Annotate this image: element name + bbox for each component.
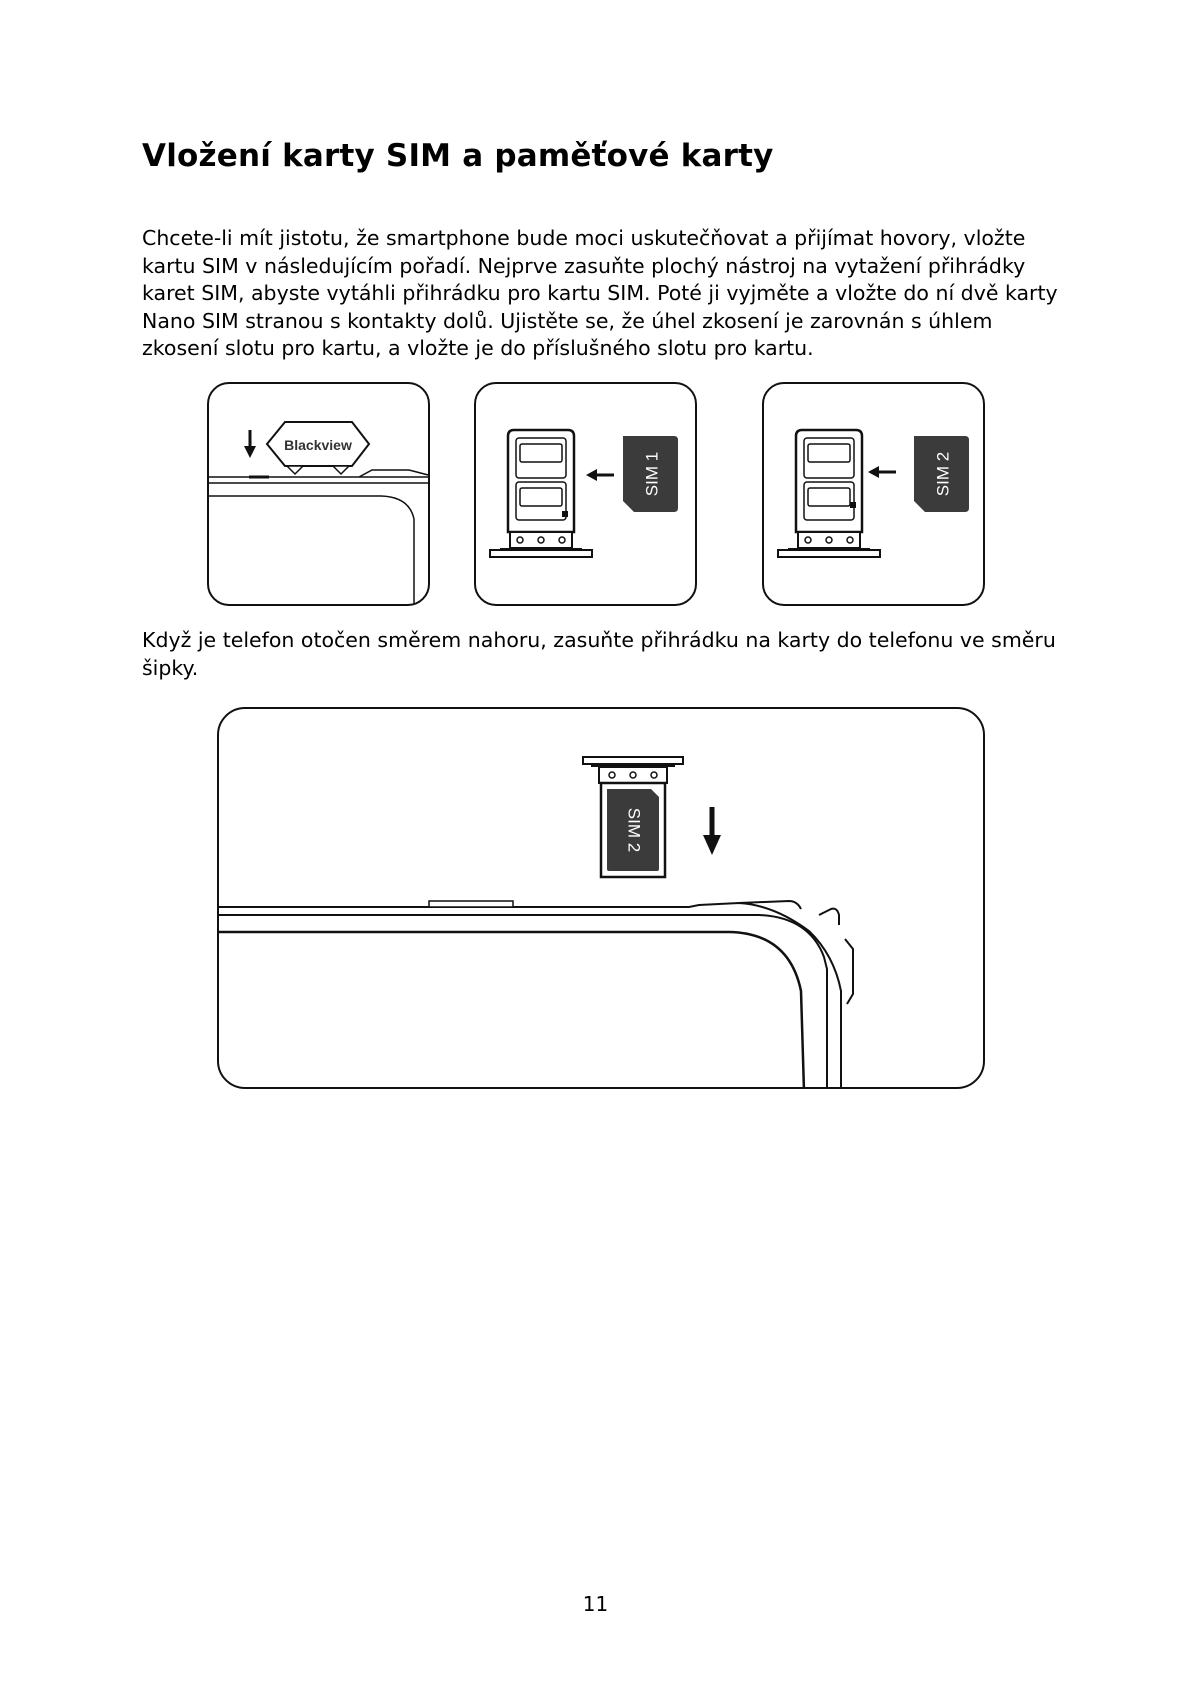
page-number: 11 — [582, 1592, 609, 1616]
tool-brand-label: Blackview — [284, 437, 352, 453]
insert-tray-illustration — [219, 709, 985, 1089]
instruction-paragraph-1: Chcete-li mít jistotu, že smartphone bude moci uskutečňovat a přijímat hovory, vložte kartu SIM v následujícím pořadí. Nejprve zasuňte plochý nástroj na vytažení přihrádky karet SIM, abyste vytáhli přihrádku pro kartu SIM. Poté ji vyjměte a vložte do ní dvě karty Nano SIM stranou s kontakty dolů. Ujistěte se, že úhel zkosení je zarovnán s úhlem zkosení slotu pro kartu, a vložte je do příslušného slotu pro kartu. — [142, 226, 1058, 360]
figure-sim1-tray — [474, 382, 697, 606]
sim1-card-label: SIM 1 — [642, 451, 662, 497]
figure-sim2-tray — [762, 382, 985, 606]
sim1-tray-illustration — [476, 384, 697, 606]
ejector-tool-illustration — [209, 384, 430, 606]
figure-ejector-tool — [207, 382, 430, 606]
tray-sim-label: SIM 2 — [624, 807, 644, 853]
figure-insert-tray — [217, 707, 985, 1089]
instruction-paragraph-2: Když je telefon otočen směrem nahoru, zasuňte přihrádku na karty do telefonu ve směru šipky. — [142, 628, 1056, 680]
sim2-tray-illustration — [764, 384, 985, 606]
sim2-card-label: SIM 2 — [933, 451, 953, 497]
page-heading: Vložení karty SIM a paměťové karty — [142, 138, 774, 174]
